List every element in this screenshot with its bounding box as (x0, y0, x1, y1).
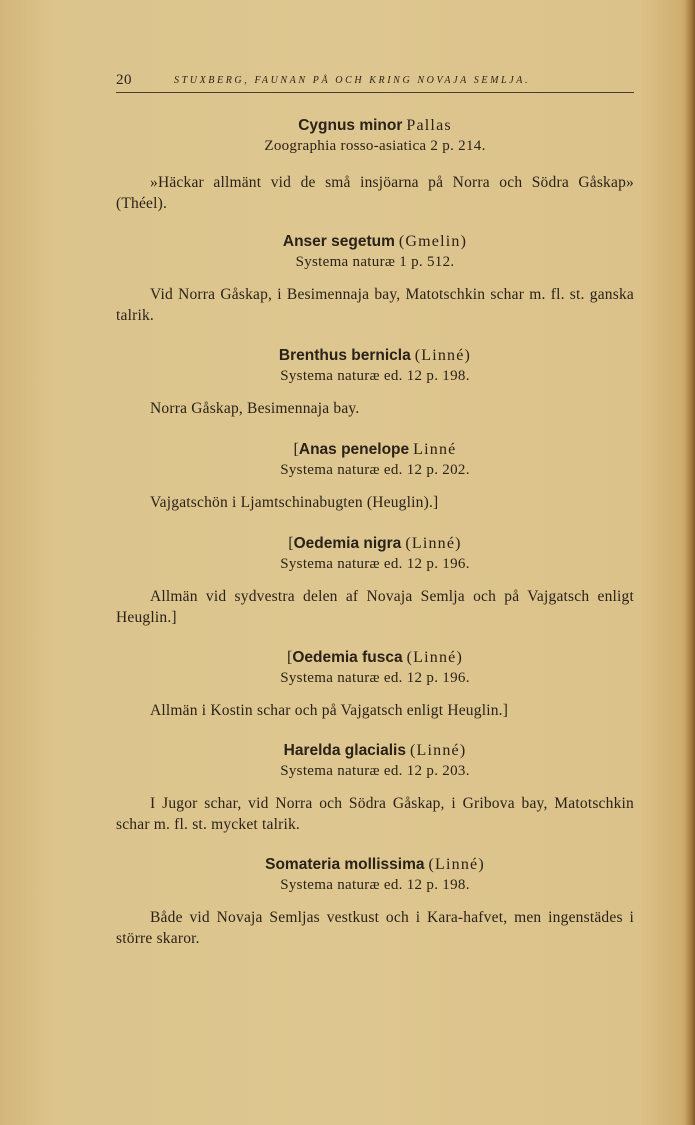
open-bracket: [ (293, 441, 299, 458)
species-entry (116, 647, 634, 721)
species-author: (Linné) (409, 742, 467, 759)
species-description: Både vid Novaja Semljas vestkust och i Kara-hafvet, men ingenstädes i större skaror. (116, 909, 634, 947)
species-entry (116, 854, 634, 949)
species-reference: Systema naturæ ed. 12 p. 203. (280, 763, 470, 779)
species-entry (116, 740, 634, 835)
species-reference: Systema naturæ ed. 12 p. 196. (280, 670, 470, 686)
species-author: (Linné) (406, 649, 463, 666)
species-description: Allmän vid sydvestra delen af Novaja Semlja och på Vajgatsch enligt Heuglin.] (116, 588, 634, 626)
species-author: (Gmelin) (398, 233, 468, 250)
species-entry (116, 439, 634, 513)
species-reference: Systema naturæ ed. 12 p. 196. (280, 556, 470, 572)
species-heading (116, 854, 634, 875)
species-reference: Systema naturæ ed. 12 p. 198. (280, 877, 470, 893)
species-name: Harelda glacialis (283, 742, 406, 759)
species-heading (116, 533, 634, 554)
page-edge-shadow (685, 0, 695, 1125)
species-heading (116, 345, 634, 366)
page-number: 20 (116, 72, 132, 88)
page-header (116, 72, 634, 93)
running-title: STUXBERG, FAUNAN PÅ OCH KRING NOVAJA SEMLJA. (174, 75, 531, 86)
species-author: Pallas (406, 117, 452, 134)
species-name: Anser segetum (282, 233, 395, 250)
species-name: Oedemia fusca (292, 649, 403, 666)
species-description: Allmän i Kostin schar och på Vajgatsch enligt Heuglin.] (150, 702, 509, 719)
species-name: Oedemia nigra (293, 535, 402, 552)
species-heading (116, 439, 634, 460)
species-heading (116, 231, 634, 252)
species-heading (116, 740, 634, 761)
species-heading (116, 647, 634, 668)
species-entry (116, 115, 634, 214)
species-name: Brenthus bernicla (278, 347, 411, 364)
species-reference: Systema naturæ 1 p. 512. (295, 254, 455, 270)
species-reference: Systema naturæ ed. 12 p. 202. (280, 462, 470, 478)
species-heading (116, 115, 634, 136)
species-name: Anas penelope (298, 441, 410, 458)
open-bracket: [ (287, 649, 293, 666)
species-description: Vid Norra Gåskap, i Besimennaja bay, Matotschkin schar m. fl. st. ganska talrik. (116, 286, 634, 324)
species-reference: Zoographia rosso-asiatica 2 p. 214. (264, 138, 486, 154)
species-entry (116, 345, 634, 419)
species-description: I Jugor schar, vid Norra och Södra Gåskap, i Gribova bay, Matotschkin schar m. fl. st. mycket talrik. (116, 795, 634, 833)
species-description: »Häckar allmänt vid de små insjöarna på Norra och Södra Gåskap» (Théel). (116, 174, 634, 212)
species-reference: Systema naturæ ed. 12 p. 198. (280, 368, 470, 384)
species-entry (116, 533, 634, 628)
species-author: (Linné) (414, 347, 472, 364)
open-bracket: [ (288, 535, 294, 552)
species-description: Vajgatschön i Ljamtschinabugten (Heuglin).] (150, 494, 439, 511)
species-name: Cygnus minor (298, 117, 403, 134)
species-entry (116, 231, 634, 326)
species-description: Norra Gåskap, Besimennaja bay. (150, 400, 360, 417)
page-body (116, 115, 634, 949)
species-author: (Linné) (428, 856, 485, 873)
species-author: Linné (413, 441, 457, 458)
species-author: (Linné) (405, 535, 462, 552)
species-name: Somateria mollissima (265, 856, 425, 873)
